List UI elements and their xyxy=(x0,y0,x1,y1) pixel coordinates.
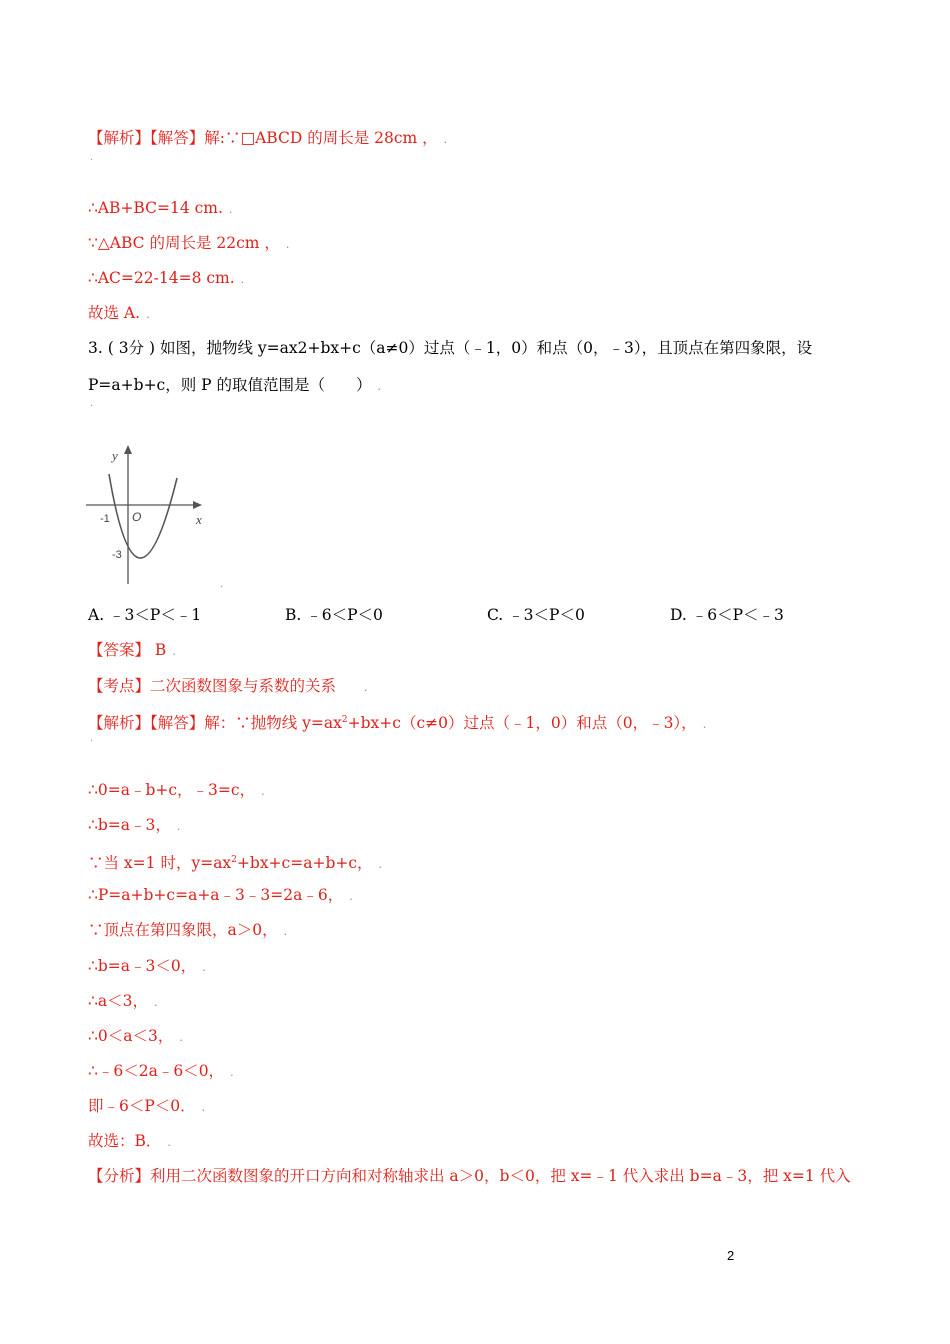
solution3-step4: ∴P=a+b+c=a+a﹣3﹣3=2a﹣6， . xyxy=(88,886,353,904)
solution3-step8: ∴0＜a＜3， . xyxy=(88,1027,183,1045)
solution3-step7: ∴a＜3， . xyxy=(88,992,158,1010)
y-axis-label: y xyxy=(112,448,118,463)
x-axis-label: x xyxy=(196,512,202,527)
solution3-step3: ∵当 x=1 时，$y=ax^2+bx+c=a+b+c$， . xyxy=(88,854,383,873)
solution3-intro: 【解析】【解答】解：∵抛物线 $y=ax^2+bx+c(c\ne 0)$过点（﹣1，0）和点（0，﹣3）， . xyxy=(88,714,707,733)
solution3-analysis: 【分析】利用二次函数图象的开口方向和对称轴求出 a＞0，b＜0，把 x=﹣1 代入求出 b=a﹣3，把 x=1 代入 xyxy=(88,1167,851,1185)
y-axis-arrow xyxy=(124,445,132,454)
parabola-graph xyxy=(84,442,224,592)
paragraph-mark: · xyxy=(90,401,94,412)
solution3-step6: ∴b=a﹣3＜0， . xyxy=(88,957,206,975)
paragraph-mark: · xyxy=(90,155,94,166)
answer-line: 【答案】 B . xyxy=(88,641,176,659)
solution1-line5: 故选 A. . xyxy=(88,304,150,322)
solution1-line3: ∵△ABC 的周长是 22cm ， . xyxy=(88,234,290,252)
parabola-curve xyxy=(109,474,177,558)
choice-a: A. ﹣3＜P＜﹣1 xyxy=(88,606,202,624)
question3-line2: P=a+b+c，则 P 的取值范围是（ ） . xyxy=(88,376,382,394)
tick-label-neg3: -3 xyxy=(112,549,122,561)
choice-c: C. ﹣3＜P＜0 xyxy=(487,606,585,624)
solution3-step9: ∴﹣6＜2a﹣6＜0， . xyxy=(88,1062,234,1080)
solution3-step1: ∴0=a﹣b+c，﹣3=c， . xyxy=(88,781,265,799)
tick-label-neg1: -1 xyxy=(100,513,110,525)
kaodian-line: 【考点】二次函数图象与系数的关系 . xyxy=(88,677,368,695)
choice-b: B. ﹣6＜P＜0 xyxy=(285,606,383,624)
solution3-step11: 故选：B． . xyxy=(88,1132,171,1150)
paragraph-mark: · xyxy=(220,582,224,593)
page-number: 2 xyxy=(727,1248,735,1263)
origin-label: O xyxy=(132,510,142,524)
x-axis-arrow xyxy=(193,501,202,509)
paragraph-mark: · xyxy=(90,736,94,747)
solution3-step2: ∴b=a﹣3， . xyxy=(88,816,181,834)
solution3-step10: 即﹣6＜P＜0． . xyxy=(88,1097,206,1115)
choice-d: D. ﹣6＜P＜﹣3 xyxy=(670,606,784,624)
solution3-step5: ∵顶点在第四象限，a＞0， . xyxy=(88,921,288,939)
solution1-line4: ∴AC=22-14=8 cm. . xyxy=(88,269,245,287)
solution1-line1: 【解析】【解答】解:∵□ABCD 的周长是 28cm ， . xyxy=(88,129,448,147)
solution1-line2: ∴AB+BC=14 cm. . xyxy=(88,199,233,217)
question3-line1: 3. ( 3分 ) 如图，抛物线 y=ax2+bx+c（a≠0）过点（﹣1，0）和点（0，﹣3），且顶点在第四象限，设 xyxy=(88,339,813,357)
